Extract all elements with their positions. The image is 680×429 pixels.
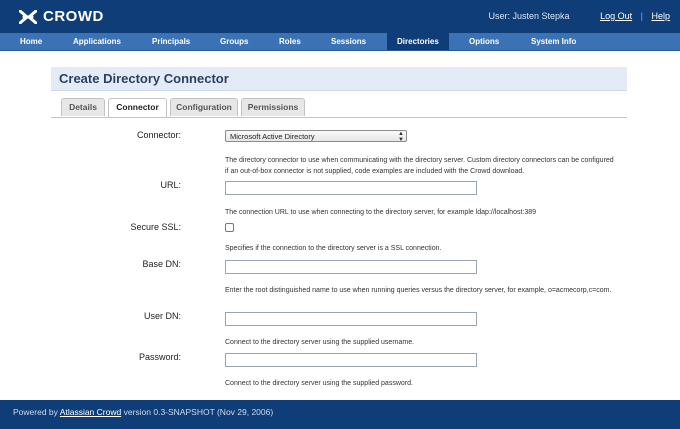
basedn-help: Enter the root distinguished name to use when running queries versus the directory server, for example, o=acmecorp,c=com. [225, 287, 612, 294]
logout-link[interactable]: Log Out [600, 11, 633, 21]
url-label: URL: [160, 180, 181, 190]
nav-roles[interactable]: Roles [279, 37, 301, 46]
nav-directories[interactable]: Directories [387, 33, 449, 50]
content-panel [51, 67, 627, 387]
password-label: Password: [138, 352, 181, 362]
password-help: Connect to the directory server using the supplied password. [225, 380, 413, 387]
connector-select[interactable] [225, 130, 407, 142]
ssl-label: Secure SSL: [130, 222, 181, 232]
atlassian-crowd-link[interactable]: Atlassian Crowd [59, 407, 122, 417]
footer [0, 400, 680, 429]
connector-label: Connector: [136, 130, 181, 140]
help-link[interactable]: Help [651, 11, 670, 21]
user-links [489, 11, 670, 21]
crowd-logo[interactable] [19, 8, 104, 25]
nav-principals[interactable]: Principals [152, 37, 191, 46]
main-nav [0, 33, 680, 51]
nav-applications[interactable]: Applications [73, 37, 122, 46]
nav-system-info[interactable]: System Info [531, 37, 577, 46]
url-input[interactable] [225, 181, 477, 195]
nav-sessions[interactable]: Sessions [331, 37, 367, 46]
current-user: User: Justen Stepka [488, 11, 570, 21]
title-bar [51, 67, 627, 91]
ssl-help: Specifies if the connection to the directory server is a SSL connection. [225, 245, 442, 252]
nav-options[interactable]: Options [469, 37, 500, 46]
userdn-input[interactable] [225, 312, 477, 326]
divider: | [640, 11, 643, 21]
crowd-logo-icon [19, 10, 37, 24]
password-input[interactable] [225, 353, 477, 367]
select-arrows-icon: ▲ ▼ [398, 131, 404, 143]
top-header [0, 0, 680, 33]
userdn-label: User DN: [143, 311, 181, 321]
footer-prefix: Powered by [13, 407, 58, 417]
basedn-label: Base DN: [142, 259, 181, 269]
nav-groups[interactable]: Groups [220, 37, 249, 46]
ssl-checkbox[interactable] [225, 223, 234, 232]
tab-configuration[interactable]: Configuration [170, 98, 238, 116]
footer-version: version 0.3-SNAPSHOT (Nov 29, 2006) [123, 407, 274, 417]
nav-home[interactable]: Home [20, 37, 43, 46]
url-help: The connection URL to use when connecting to the directory server, for example ldap://localhost:389 [225, 209, 537, 216]
tab-connector[interactable]: Connector [108, 98, 167, 117]
tab-details[interactable]: Details [61, 98, 105, 116]
tab-permissions[interactable]: Permissions [241, 98, 305, 116]
page-title: Create Directory Connector [59, 71, 229, 86]
basedn-input[interactable] [225, 260, 477, 274]
connector-help: The directory connector to use when communicating with the directory server. Custom directory connectors can be configured if an out-of-box connector is not supplied, code examples are included with the Crowd download. [225, 157, 614, 175]
brand-name: CROWD [43, 8, 104, 25]
footer-text [13, 407, 273, 417]
userdn-help: Connect to the directory server using the supplied username. [225, 339, 415, 346]
connector-selected-value: Microsoft Active Directory [230, 132, 315, 141]
tab-divider [51, 117, 627, 118]
